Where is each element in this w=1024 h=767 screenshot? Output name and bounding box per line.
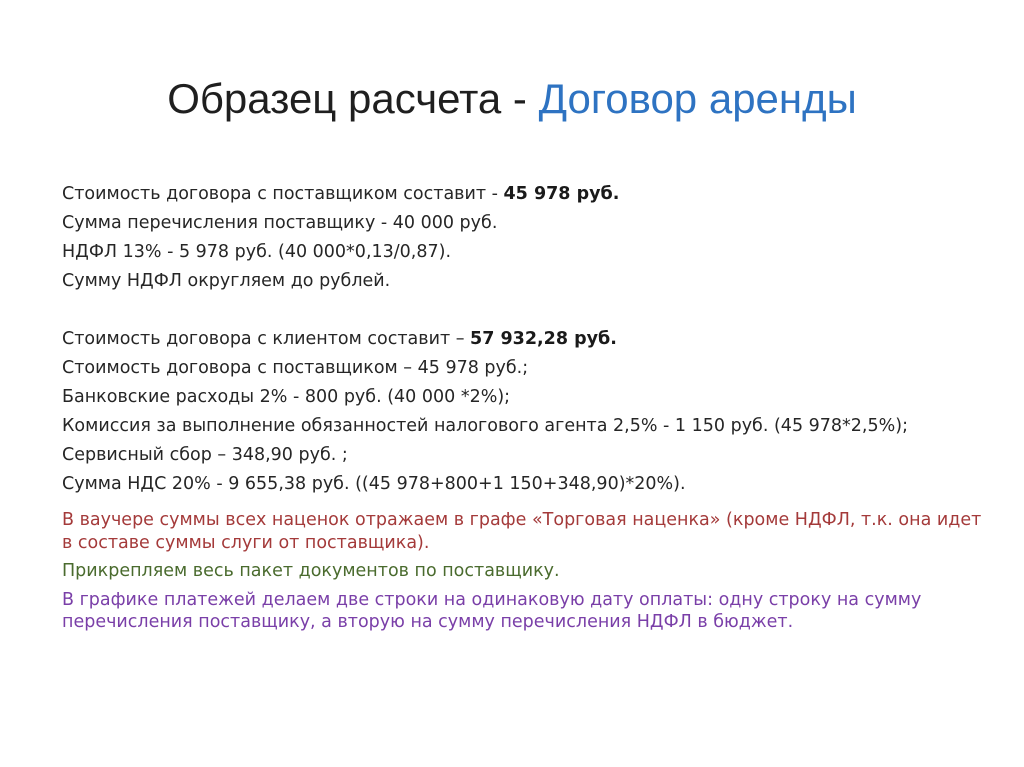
supplier-cost-value: 45 978 руб. — [503, 184, 620, 204]
slide-content — [62, 180, 982, 640]
attach-note: Прикрепляем весь пакет документов по поставщику. — [62, 561, 560, 581]
ndfl-line: НДФЛ 13% - 5 978 руб. (40 000*0,13/0,87). — [62, 242, 452, 262]
schedule-note: В графике платежей делаем две строки на одинаковую дату оплаты: одну строку на сумму перечисления поставщику, а вторую на сумму перечисления НДФЛ в бюджет. — [62, 589, 922, 632]
supplier-cost-line-2: Стоимость договора с поставщиком – 45 978 руб.; — [62, 358, 529, 378]
supplier-transfer-line: Сумма перечисления поставщику - 40 000 руб. — [62, 213, 498, 233]
client-cost-value: 57 932,28 руб. — [470, 329, 617, 349]
vat-line: Сумма НДС 20% - 9 655,38 руб. ((45 978+800+1 150+348,90)*20%). — [62, 474, 686, 494]
slide-title — [0, 74, 1024, 124]
service-fee-line: Сервисный сбор – 348,90 руб. ; — [62, 445, 348, 465]
commission-line: Комиссия за выполнение обязанностей налогового агента 2,5% - 1 150 руб. (45 978*2,5%); — [62, 416, 908, 436]
voucher-note: В ваучере суммы всех наценок отражаем в графе «Торговая наценка» (кроме НДФЛ, т.к. она идет в составе суммы слуги от поставщика). — [62, 510, 982, 553]
spacer — [62, 296, 982, 325]
client-cost-line — [62, 325, 982, 354]
ndfl-rounding-line: Сумму НДФЛ округляем до рублей. — [62, 271, 391, 291]
spacer-small — [62, 499, 982, 509]
bank-fees-line: Банковские расходы 2% - 800 руб. (40 000 *2%); — [62, 387, 511, 407]
supplier-cost-line — [62, 180, 982, 209]
supplier-cost-text: Стоимость договора с поставщиком составит - — [62, 184, 504, 204]
title-accent: Договор аренды — [538, 75, 857, 122]
client-cost-text: Стоимость договора с клиентом составит – — [62, 329, 471, 349]
title-main: Образец расчета - — [167, 75, 539, 122]
